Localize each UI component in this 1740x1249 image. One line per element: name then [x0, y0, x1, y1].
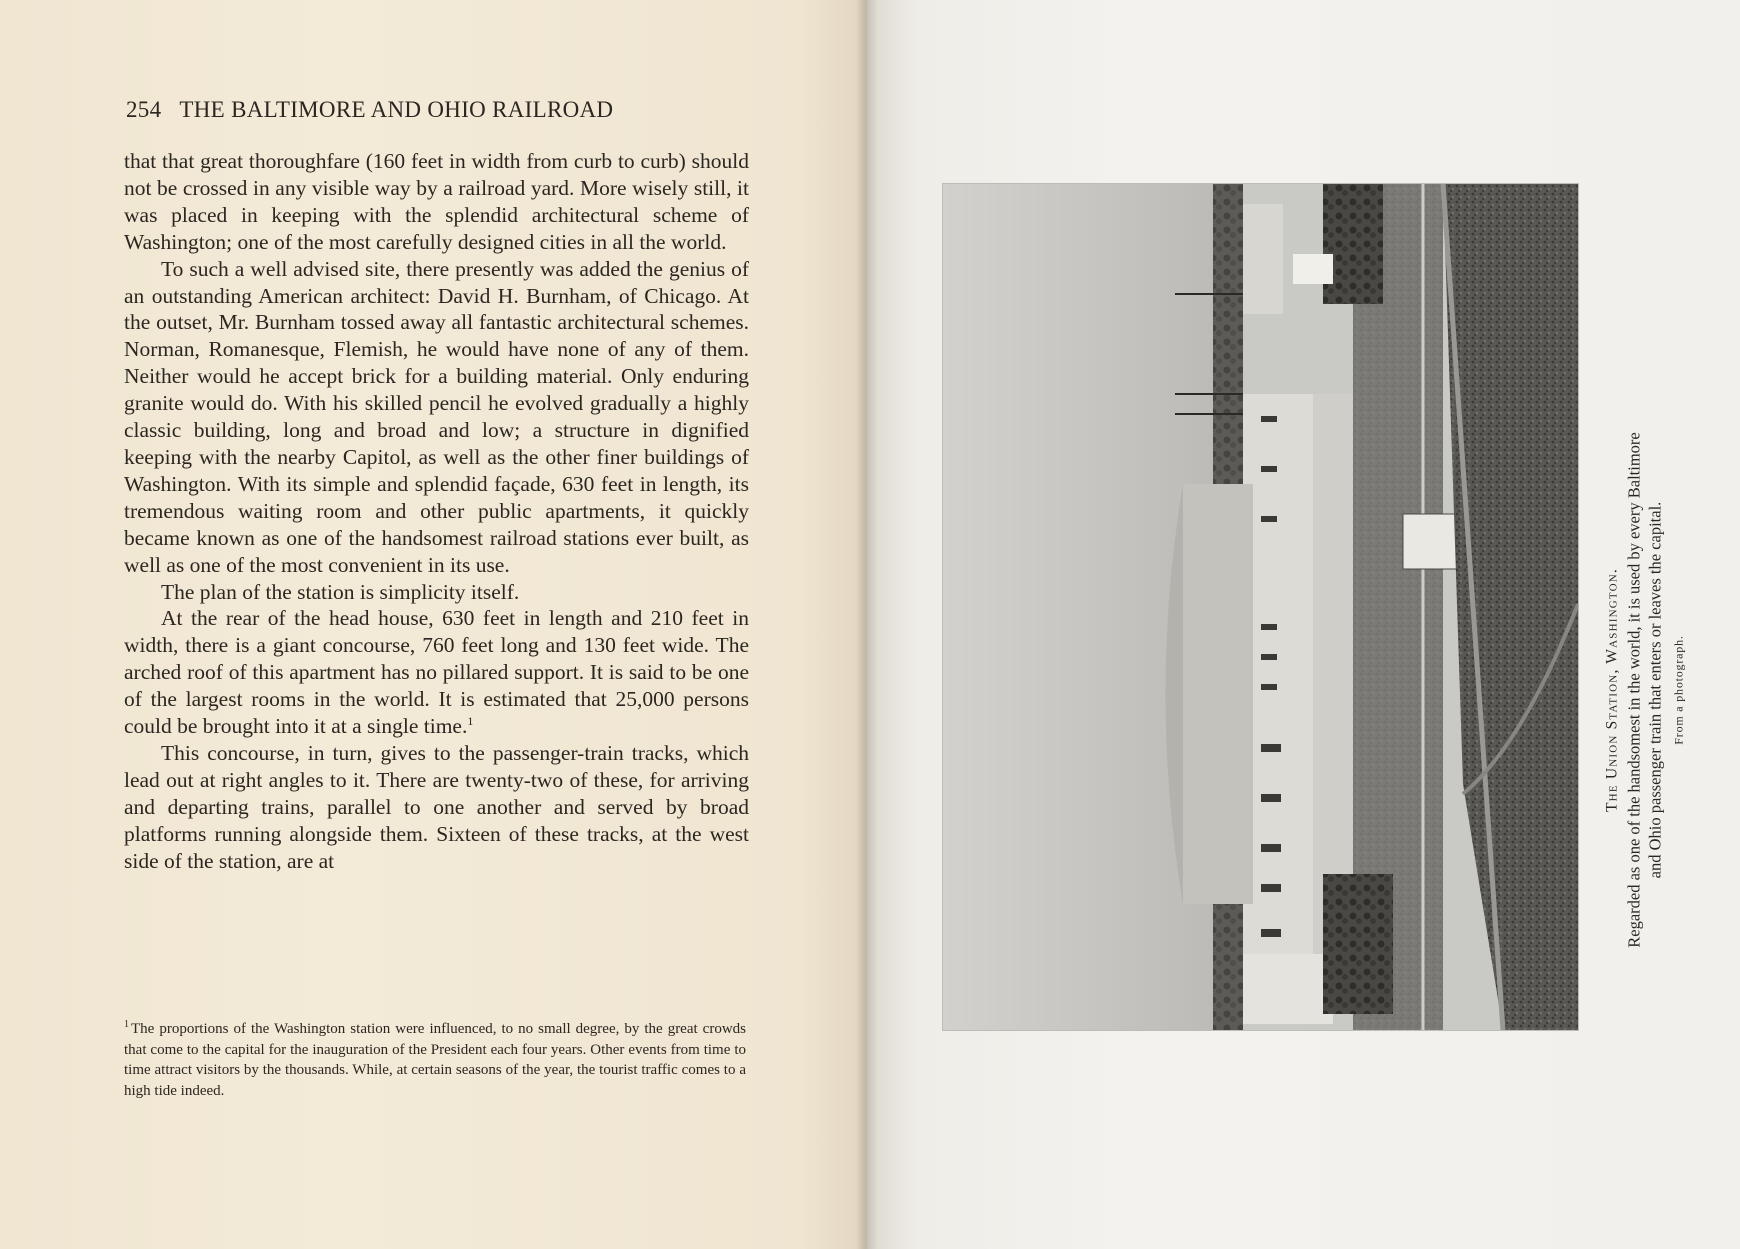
footnote-marker: 1 — [124, 1019, 129, 1030]
paragraph: that that great thoroughfare (160 feet in width from curb to curb) should not be crossed in any visible way by a railroad yard. More wisely still, it was placed in keeping with the splendid architectural scheme of Washington; one of the most carefully designed cities in all the world. — [124, 149, 749, 254]
running-head — [126, 97, 766, 123]
caption-description: Regarded as one of the handsomest in the world, it is used by every Baltimore and Ohio passenger train that enters or leaves the capital. — [1624, 432, 1665, 948]
book-gutter — [856, 0, 878, 1249]
footnote — [124, 1019, 746, 1101]
caption-area — [1560, 430, 1730, 950]
left-page — [0, 0, 866, 1249]
body-text — [124, 148, 749, 874]
photo-caption — [1604, 430, 1687, 950]
paragraph-with-note — [124, 605, 749, 740]
running-head-title: THE BALTIMORE AND OHIO RAILROAD — [179, 97, 614, 122]
paragraph: At the rear of the head house, 630 feet in length and 210 feet in width, there is a giant concourse, 760 feet long and 130 feet wide. The arched roof of this apartment has no pillared support. It is said to be one of the largest rooms in the world. It is estimated that 25,000 persons could be brought into it at a single time. — [124, 606, 749, 739]
footnote-text: The proportions of the Washington station were influenced, to no small degree, by the great crowds that come to the capital for the inauguration of the President each four years. Other events from time to time attract visitors by the thousands. While, at certain seasons of the year, the tourist traffic comes to a high tide indeed. — [124, 1021, 746, 1099]
page-number: 254 — [126, 97, 162, 122]
photograph-illustration — [943, 184, 1578, 1030]
paragraph: This concourse, in turn, gives to the passenger-train tracks, which lead out at right angles to it. There are twenty-two of these, for arriving and departing trains, parallel to one another and served by broad platforms running alongside them. Sixteen of these tracks, at the west side of the station, are at — [124, 740, 749, 873]
caption-title: The Union Station, Washington. — [1603, 568, 1621, 812]
footnote-reference: 1 — [467, 713, 474, 728]
paragraph: The plan of the station is simplicity itself. — [161, 579, 520, 604]
paragraph: To such a well advised site, there presently was added the genius of an outstanding American architect: David H. Burnham, of Chicago. At the outset, Mr. Burnham tossed away all fantastic architectural schemes. Norman, Romanesque, Flemish, he would have none of any of them. Neither would he accept brick for a building material. Only enduring granite would do. With his skilled pencil he evolved gradually a highly classic building, long and broad and low; a structure in dignified keeping with the nearby Capitol, as well as the other finer buildings of Washington. With its simple and splendid façade, 630 feet in length, its tremendous waiting room and other public apartments, it quickly became known as one of the handsomest railroad stations ever built, as well as one of the most convenient in its use. — [124, 256, 749, 577]
caption-credit: From a photograph. — [1671, 635, 1686, 745]
station-photograph — [943, 184, 1578, 1030]
